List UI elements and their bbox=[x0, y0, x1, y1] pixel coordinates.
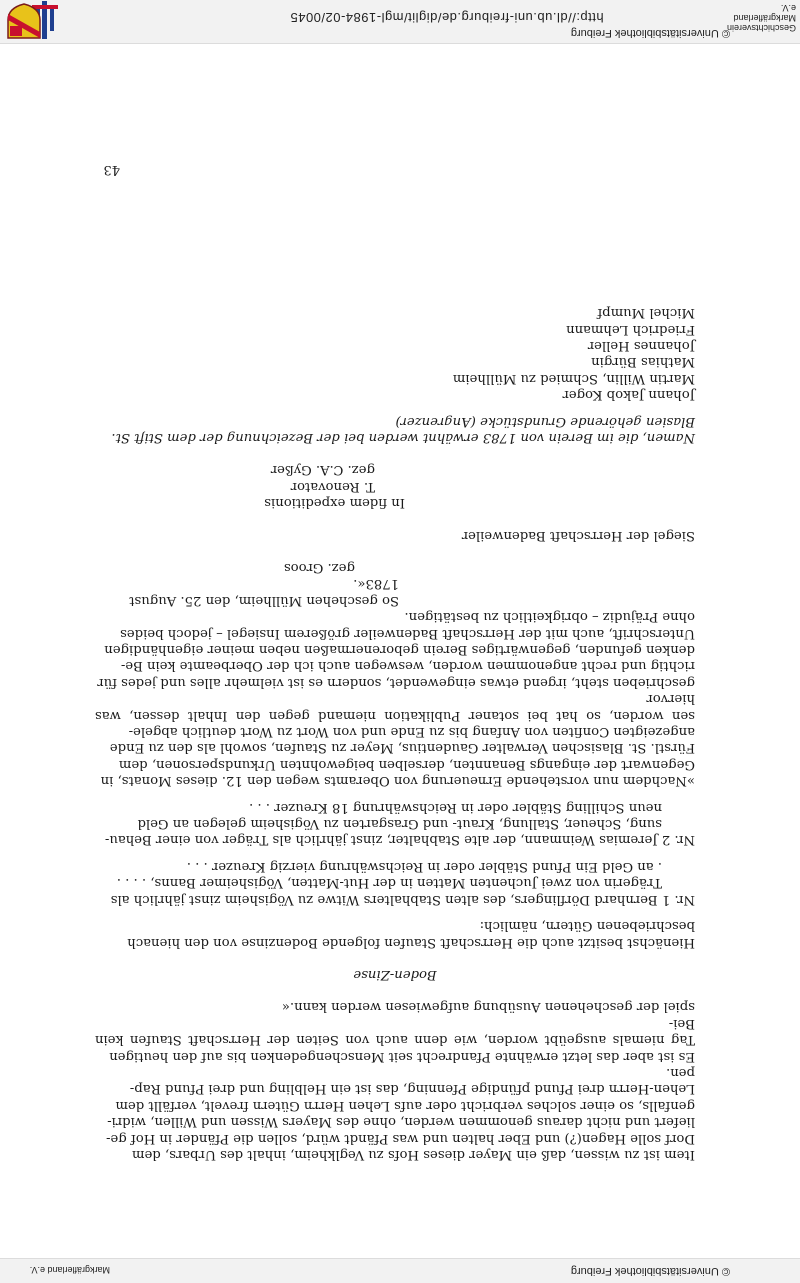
paragraph-ground-rent-intro: Hienächst besitzt auch die Herrschaft Staufen folgende Bodenzinse von den hienach beschriebenen Gütern, nämlich: bbox=[127, 918, 695, 950]
list-item: Friedrich Lehmann bbox=[566, 321, 695, 337]
list-item: Johann Jakob Koger bbox=[562, 387, 695, 403]
header-copyright-text: © Universitätsbibliothek Freiburg bbox=[570, 1265, 730, 1277]
names-list bbox=[95, 304, 695, 402]
copyright-text: © Universitätsbibliothek Freiburg bbox=[570, 27, 730, 39]
in-fidem-line: In fidem expeditionis bbox=[264, 495, 405, 511]
dated-line: So geschehen Müllheim, den 25. August 1783«. bbox=[129, 576, 399, 608]
seal-line: Siegel der Herrschaft Badenweiler bbox=[461, 527, 695, 543]
document-url-link[interactable]: http://dl.ub.uni-freiburg.de/diglit/mgl-1984-02/0045 bbox=[290, 10, 604, 25]
list-item: Martin Willin, Schmied zu Müllheim bbox=[452, 370, 695, 386]
association-name: Geschichtsverein Markgräflerland e.V. bbox=[726, 3, 796, 33]
signature-gysser: gez. C.A. Gyßer bbox=[270, 462, 375, 478]
paragraph-pledge-right: Item ist zu wissen, daß ein Mayer dieses Hofs zu Veglkheim, inhalt des Urbars, dem Dorf solle Hagen(?) und Eber halten und was Pfändt würd, sollen die Pfänder in Hof ge- liefert und nicht daraus genommen werden, ohne des Mayers Wissen und Willen, widri- genfalls, so einer solches verbricht oder aufs Lehen Herrn Gütern frevelt, verfällt dem Lehen-Herrn drei Pfund pfündige Pfenning, das ist ein Helbling und drei Pfund Rap- pen. Es ist aber das letzt erwähnte Pfandrecht seit Menschengedenken bis auf den heutigen Tag niemals ausgeübt worden, wie denn auch von Seiten der Herrschaft Staufen kein Bei- spiel der geschehenen Ausübung aufgewiesen werden kann.« bbox=[95, 999, 695, 1162]
entry-nr-1: Nr. 1 Bernhard Dörflingers, des alten Stabhalters Witwe zu Vögisheim zinst jährlich als Trägerin von zwei Juchenten Matten in der Hut-Matten, Vögisheimer Banns, . . . . . an Geld Ein Pfund Stäbler oder in Reichswährung vierzig Kreuzer . . . bbox=[110, 858, 695, 907]
document-body bbox=[95, 304, 695, 1162]
header-bar bbox=[0, 1258, 800, 1283]
association-crest-icon bbox=[6, 2, 42, 40]
page-number: 43 bbox=[103, 162, 120, 177]
list-item: Mathias Bürgin bbox=[591, 354, 695, 370]
entry-nr-2: Nr. 2 Jeremias Weinmann, der alte Stabhalter, zinst jährlich als Träger von einer Behau- sung, Scheuer, Stallung, Kraut- und Grasgarten zu Vögisheim gelegen an Geld neun Schilling Stäbler oder in Reichswährung 18 Kreuzer . . . bbox=[104, 799, 695, 848]
footer-bar bbox=[0, 0, 800, 44]
renovator-line: T. Renovator bbox=[290, 478, 375, 494]
list-item: Michel Mumpf bbox=[597, 305, 695, 321]
signature-groos: gez. Groos bbox=[283, 560, 355, 575]
section-heading: Boden-Zinse bbox=[353, 966, 437, 982]
names-heading: Namen, die im Berein von 1783 erwähnt werden bei der Bezeichnung der dem Stift St. Blasien gehörende Grundstücke (Angrenzer) bbox=[111, 413, 695, 445]
list-item: Johannes Heller bbox=[587, 337, 695, 353]
header-association-text: Markgräflerland e.V. bbox=[29, 1265, 110, 1275]
paragraph-confirmation: »Nachdem nun vorstehende Erneuerung von Oberamts wegen den 12. dieses Monats, in Gegenwart der eingangs Benannten, derselben beigewohnten Urkundspersonen, dem Fürstl. St. Blasischen Verwalter Gaudentius, Meyer zu Staufen, sowohl als den zu Ende angezeigten Confiten von Anfang bis zu Ende und von Wort zu Wort deutlich abgele- sen worden, so hat bei sotaner Publikation niemand gegen den Inhalt dessen, was hiervor geschrieben steht, irgend etwas eingewendet, sondern es ist vielmehr alles und jedes für richtig und recht angenommen worden, weswegen auch ich der Oberbeamte kein Be- denken gefunden, gegenwärtiges Berein geborenermaßen neben meiner eigenhändigen Unterschrift, auch mit der Herrschaft Badenweiler größerem Insiegel – jedoch beides ohne Präjudiz – obrigkeitlich zu bestätigen. bbox=[95, 609, 695, 789]
